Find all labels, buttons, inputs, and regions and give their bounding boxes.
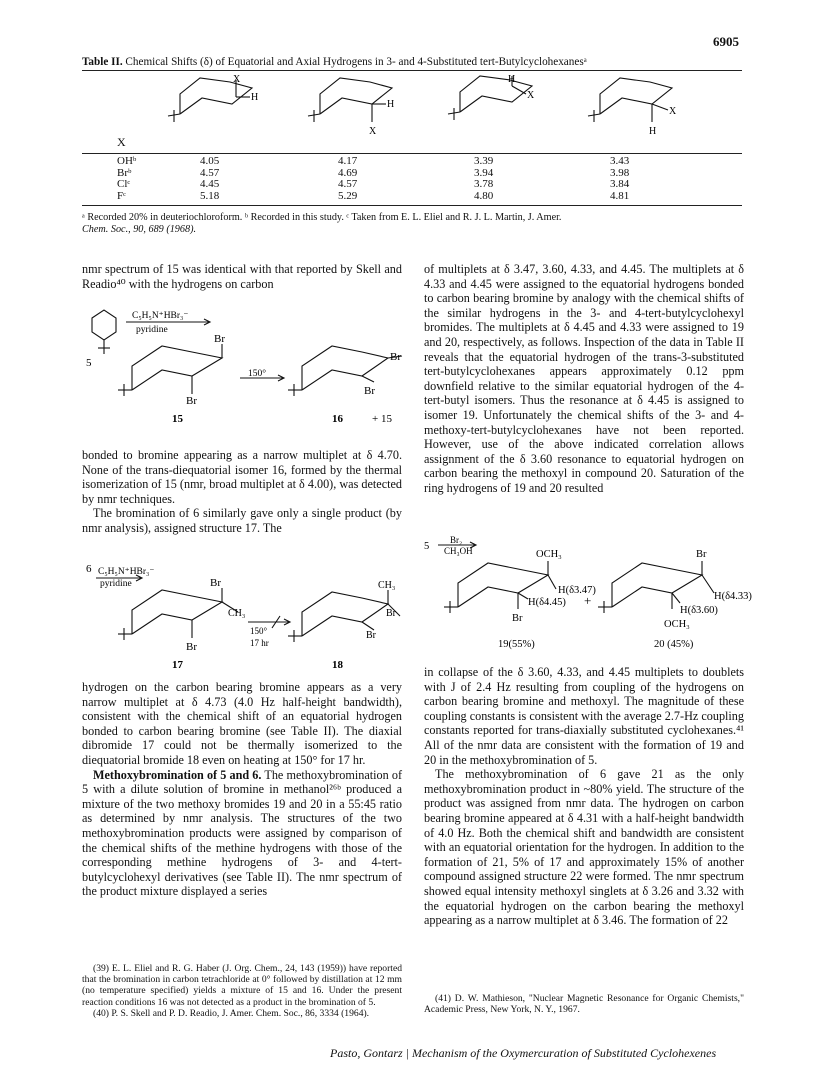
compound-label: 16 xyxy=(332,413,343,425)
struct-label: H xyxy=(649,126,657,137)
scheme-label: 5 xyxy=(424,541,430,552)
compound-label: 18 xyxy=(332,659,343,671)
table-cell: Brᵇ xyxy=(117,166,132,179)
scheme-reagent: C₅H₅N⁺HBr₃⁻ xyxy=(132,311,189,321)
table-cell: 5.18 xyxy=(200,189,220,202)
scheme-label: CH₃ xyxy=(378,580,396,591)
struct-label: X xyxy=(669,106,677,117)
table-col-4 xyxy=(610,156,629,202)
table-cell: 4.05 xyxy=(200,155,220,167)
table-bottom-rule xyxy=(82,205,742,206)
reference-40: (40) P. S. Skell and P. D. Readio, J. Amer. Chem. Soc., 86, 3334 (1964). xyxy=(93,1007,370,1019)
scheme-conditions: 150° xyxy=(250,626,268,636)
table-cell: OHᵇ xyxy=(117,155,137,167)
compound-label: 15 xyxy=(172,413,183,425)
reference-39: (39) E. L. Eliel and R. G. Haber (J. Org. Chem., 24, 143 (1959)) have reported that the bromination in carbon tetrachloride at 0° followed by distillation at 12 mm (no temperature specified) yields a mixture of 15 and 16. Under the present reaction conditions 16 was not detected as a product in the bromination of 5. xyxy=(82,963,402,1008)
table-cell: 4.17 xyxy=(338,155,358,167)
section-heading: Methoxybromination of 5 and 6. xyxy=(93,767,262,782)
compound-label: 20 (45%) xyxy=(654,639,694,650)
paragraph: hydrogen on the carbon bearing bromine appears as a very narrow multiplet at δ 4.73 (4.0 Hz half-height bandwidth), consistent with the chemical shift of an equatorial hydrogen bonded to carbon bearing bromine (see Table II). The diaxial dibromide 17 could not be thermally isomerized to the diequatorial bromide 18 even on heating at 150° for 17 hr. xyxy=(82,680,402,767)
scheme-label: Br xyxy=(210,577,221,589)
table-top-rule xyxy=(82,70,742,71)
table-caption-label: Table II. xyxy=(82,56,123,68)
table-cell: Clᶜ xyxy=(117,178,131,190)
page-number: 6905 xyxy=(713,34,739,49)
table-structures xyxy=(160,74,760,144)
scheme-label: H(δ4.33) xyxy=(714,591,752,602)
scheme-reagent: C₅H₅N⁺HBr₃⁻ xyxy=(98,567,155,577)
reference-41: (41) D. W. Mathieson, "Nuclear Magnetic Resonance for Organic Chemists," Academic Press, New York, N. Y., 1967. xyxy=(424,993,744,1016)
compound-label: 17 xyxy=(172,659,183,671)
table-cell: 4.69 xyxy=(338,166,358,179)
struct-label: H xyxy=(387,99,395,110)
paragraph: The bromination of 6 similarly gave only a single product (by nmr analysis), assigned structure 17. The xyxy=(82,506,402,535)
table-cell: 4.80 xyxy=(474,189,494,202)
table-cell: 3.43 xyxy=(610,155,630,167)
table-header-rule xyxy=(82,153,742,154)
table-footnote-line: ᵃ Recorded 20% in deuteriochloroform. ᵇ Recorded in this study. ᶜ Taken from E. L. Eliel and R. J. L. Martin, J. Amer. xyxy=(82,212,562,223)
running-footer: Pasto, Gontarz | Mechanism of the Oxymercuration of Substituted Cyclohexenes xyxy=(330,1046,717,1060)
scheme-2 xyxy=(82,556,402,674)
table-cell: 4.45 xyxy=(200,178,220,190)
right-col-references xyxy=(424,993,744,1015)
struct-label: H xyxy=(251,92,259,103)
scheme-conditions: 150° xyxy=(248,369,267,379)
scheme-label: Br xyxy=(512,613,523,624)
scheme-solvent: CH₃OH xyxy=(444,546,473,556)
scheme-label: Br xyxy=(364,385,375,397)
left-col-references xyxy=(82,963,402,1019)
table-cell: 3.84 xyxy=(610,178,630,190)
scheme-label: H(δ3.60) xyxy=(680,605,718,616)
scheme-label: H(δ3.47) xyxy=(558,585,596,596)
scheme-label: H(δ4.45) xyxy=(528,597,566,608)
table-caption xyxy=(82,56,587,68)
left-col-p2 xyxy=(82,448,402,536)
paragraph: in collapse of the δ 3.60, 4.33, and 4.45 multiplets to doublets with J of 2.4 Hz resulting from coupling of the hydrogens on carbon bearing bromine and methoxyl. The magnitude of these coupling constants is consistent with the average 2.7-Hz coupling constants reported for trans-diaxially substituted cyclohexanes.⁴¹ All of the nmr data are consistent with the formation of 19 and 20 in the methoxybromination of 5. xyxy=(424,665,744,767)
scheme-label: Br xyxy=(696,549,707,560)
table-cell: Fᶜ xyxy=(117,189,126,202)
scheme-label: Br xyxy=(386,608,396,619)
table-cell: 5.29 xyxy=(338,189,358,202)
table-cell: 3.94 xyxy=(474,166,494,179)
scheme-label: Br xyxy=(186,395,197,407)
paragraph-text: The methoxybromination of 5 with a dilute solution of bromine in methanol²⁶ᵇ produced a mixture of the two methoxy bromides 19 and 20 in a 55:45 ratio as determined by nmr analysis. The structures of the two methoxybromination products were assigned by comparison of the chemical shifts of the methine hydrogens with those of the corresponding methine hydrogens of 3- and 4-tert-butylcyclohexyl derivatives (see Table II). The nmr spectrum of the product mixture displayed a series xyxy=(82,767,402,899)
scheme-3 xyxy=(424,535,754,660)
scheme-solvent: pyridine xyxy=(136,325,168,335)
scheme-1 xyxy=(82,300,412,430)
table-caption-text: Chemical Shifts (δ) of Equatorial and Axial Hydrogens in 3- and 4-Substituted tert-Butylcyclohexanesᵃ xyxy=(125,56,587,68)
scheme-label: 5 xyxy=(86,357,92,369)
table-cell: 3.98 xyxy=(610,166,630,179)
scheme-solvent: pyridine xyxy=(100,579,132,589)
scheme-label: 6 xyxy=(86,563,92,575)
paragraph: The methoxybromination of 6 gave 21 as the only methoxybromination product in ~80% yield. The structure of the product was assigned from nmr data. The hydrogen on carbon bearing bromine appeared at δ 4.31 with a half-height bandwidth of 4.0 Hz. Both the chemical shift and bandwidth are consistent with an equatorial orientation for the hydrogen. In addition to the formation of 21, 5% of 17 and approximately 15% of another compound assigned structure 22 were formed. The nmr spectrum showed equal intensity methoxyl singlets at δ 3.26 and 3.32 with the equatorial hydrogen on the carbon bearing the methoxyl appearing as a narrow multiplet at δ 3.46. The formation of 22 xyxy=(424,767,744,928)
scheme-conditions: 17 hr xyxy=(250,638,269,648)
table-col-1 xyxy=(200,156,219,202)
table-cell: 4.57 xyxy=(200,166,220,179)
paragraph: bonded to bromine appearing as a narrow multiplet at δ 4.70. None of the trans-diequatorial isomer 16, formed by the thermal isomerization of 15 (nmr, broad multiplet at δ 4.00), was detected by nmr techniques. xyxy=(82,448,402,506)
table-col-x xyxy=(117,156,161,202)
table-cell: 3.78 xyxy=(474,178,494,190)
table-footnote xyxy=(82,212,744,236)
scheme-label: + 15 xyxy=(372,413,392,425)
table-cell: 3.39 xyxy=(474,155,494,167)
table-col-3 xyxy=(474,156,493,202)
table-col-2 xyxy=(338,156,357,202)
scheme-label: Br xyxy=(366,630,376,641)
struct-label: X xyxy=(369,126,377,137)
scheme-label: CH₃ xyxy=(228,608,246,619)
table-footnote-line: Chem. Soc., 90, 689 (1968). xyxy=(82,224,197,235)
scheme-label: Br xyxy=(186,641,197,653)
struct-label: X xyxy=(233,74,241,85)
struct-label: H xyxy=(508,74,516,85)
left-col-p1: nmr spectrum of 15 was identical with that reported by Skell and Readio⁴⁰ with the hydrogens on carbon xyxy=(82,262,402,291)
table-col-header: X xyxy=(117,135,126,149)
scheme-plus: + xyxy=(584,593,592,608)
scheme-reagent: Br₂ xyxy=(450,535,463,545)
compound-label: 19(55%) xyxy=(498,639,535,650)
table-cell: 4.81 xyxy=(610,189,630,202)
right-col-p1: of multiplets at δ 3.47, 3.60, 4.33, and 4.45. The multiplets at δ 4.33 and 4.45 were assigned to the equatorial hydrogens bonded to carbon bearing bromine by analogy with the chemical shifts of the similar hydrogens in the 3- and 4-tert-butylcyclohexyl bromides. The multiplets at δ 4.45 and 4.33 were assigned to 19 and 20, respectively, as follows. Inspection of the data in Table II reveals that the equatorial hydrogen of the trans-3-substituted tert-butylcyclohexanes appears approximately 0.12 ppm downfield relative to the similar equatorial hydrogen of the 4-tert-butyl isomers. Thus the resonance at δ 4.45 is assigned to isomer 19. Unfortunately the chemical shifts of the 3- and 4-methoxy-tert-butylcyclohexanes have not been reported. However, use of the above indicated correlation allows assignment of the δ 3.60 resonance to equatorial hydrogen on carbon bearing the methoxyl in compound 20. Saturation of the ring hydrogens of 19 and 20 resulted xyxy=(424,262,744,495)
table-cell: 4.57 xyxy=(338,178,358,190)
scheme-label: OCH₃ xyxy=(536,549,562,560)
scheme-label: Br xyxy=(214,333,225,345)
scheme-label: Br xyxy=(390,351,401,363)
right-col-p2 xyxy=(424,665,744,928)
left-col-p4 xyxy=(82,680,402,899)
scheme-label: OCH₃ xyxy=(664,619,690,630)
struct-label: X xyxy=(527,90,535,101)
paragraph xyxy=(82,768,402,899)
